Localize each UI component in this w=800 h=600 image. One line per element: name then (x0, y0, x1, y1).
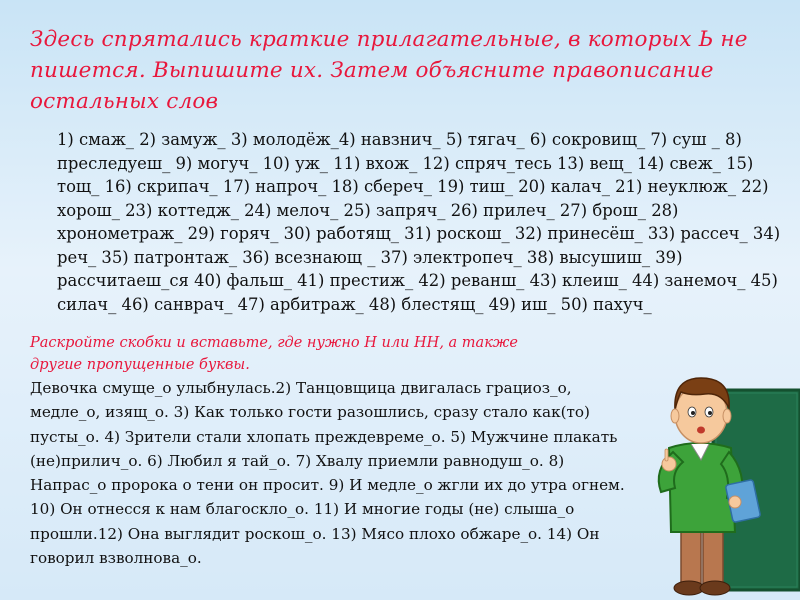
teacher-icon (643, 352, 800, 600)
task2-heading: Раскройте скобки и вставьте, где нужно Н или НН, а также другие пропущенные буквы. (30, 335, 518, 373)
task1-word-list: 1) смаж_ 2) замуж_ 3) молодёж_4) навзнич_ 5) тягач_ 6) сокровищ_ 7) суш _ 8) преследуеш_ 9) могуч_ 10) уж_ 11) вхож_ 12) спряч_тесь 13) вещ_ 14) свеж_ 15) тощ_ 16) скрипач_ 17) напроч_ 18) сбереч_ 19) тиш_ 20) калач_ 21) неуклюж_ 22) хорош_ 23) коттедж_ 24) мелоч_ 25) запряч_ 26) прилеч_ 27) брош_ 28) хронометраж_ 29) горяч_ 30) работящ_ 31) роскош_ 32) принесёш_ 33) рассеч_ 34) реч_ 35) патронтаж_ 36) всезнающ _ 37) электропеч_ 38) высушиш_ 39) рассчитаеш_ся 40) фальш_ 41) престиж_ 42) реванш_ 43) клеиш_ 44) занемоч_ 45) силач_ 46) санврач_ 47) арбитраж_ 48) блестящ_ 49) иш_ 50) пахуч_ (57, 130, 781, 314)
task2-sentences: Девочка смуще_о улыбнулась.2) Танцовщица двигалась грациоз_о, медле_о, изящ_о. 3) Как только гости разошлись, сразу стало как(то) пусты_о. 4) Зрители стали хлопать преждевреме_о. 5) Мужчине плакать (не)прилич_о. 6) Любил я тай_о. 7) Хвалу приемли равнодуш_о. 8) Напрас_о пророка о тени он просит. 9) И медле_о жгли их до утра огнем. 10) Он отнесся к нам благоскло_о. 11) И многие годы (не) слыша_о прошли.12) Она выглядит роскош_о. 13) Мясо плохо обжаре_о. 14) Он говорил взволнова_о. (30, 379, 625, 568)
slide-title: Здесь спрятались краткие прилагательные, в которых Ь не пишется. Выпишите их. Затем объясните правописание остальных слов (30, 27, 748, 114)
